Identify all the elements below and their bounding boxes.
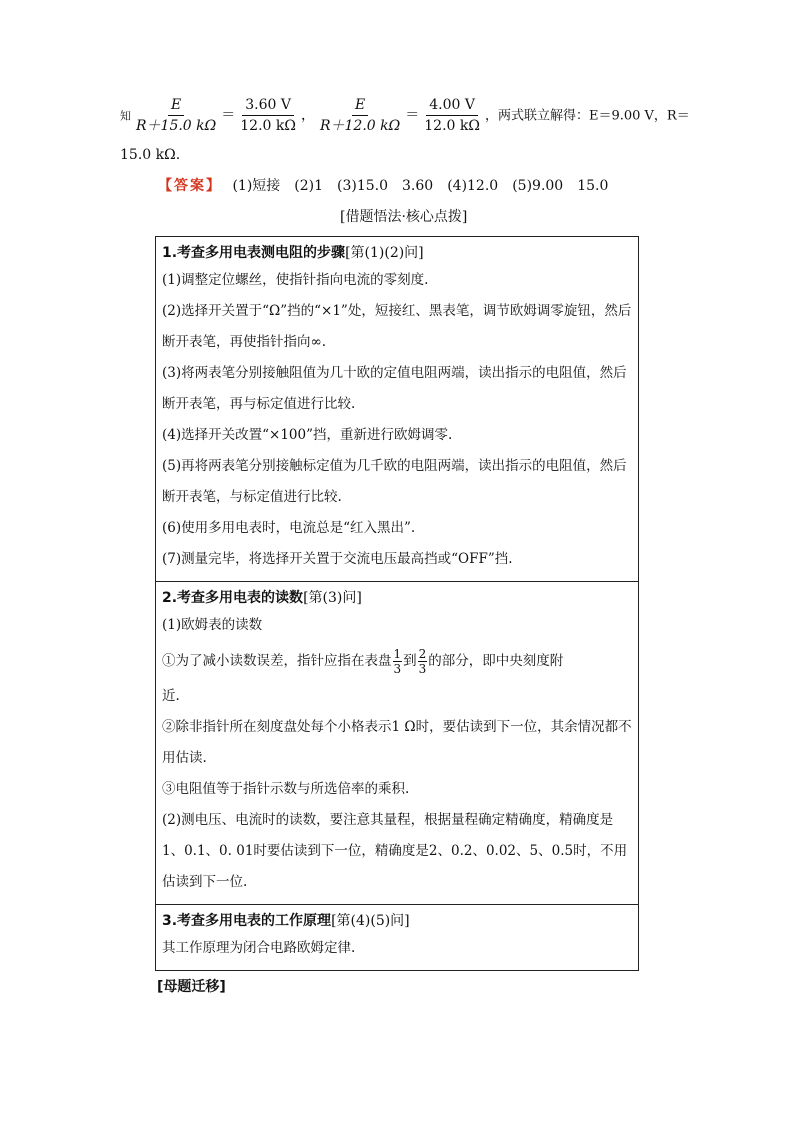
answer-text: (1)短接 (2)1 (3)15.0 3.60 (4)12.0 (5)9.00 15.0 <box>232 178 609 194</box>
box-section-3 <box>156 905 639 971</box>
step-4: (4)选择开关改置“×100”挡，重新进行欧姆调零. <box>162 427 453 443</box>
answer-label: 【答案】 <box>158 178 222 194</box>
point-3: ③电阻值等于指针示数与所选倍率的乘积. <box>162 781 410 797</box>
fraction-one-third: $\frac{1}{3}$ <box>393 647 402 676</box>
box-section-1 <box>156 237 639 582</box>
answer-line <box>158 175 608 195</box>
step-5: (5)再将两表笔分别接触标定值为几千欧的电阻两端，读出指示的电阻值，然后断开表笔，与标定值进行比较. <box>162 458 627 505</box>
ohmmeter-reading-title: (1)欧姆表的读数 <box>162 617 263 633</box>
step-3: (3)将两表笔分别接触阻值为几十欧的定值电阻两端，读出指示的电阻值，然后断开表笔，再与标定值进行比较. <box>162 365 627 412</box>
step-7: (7)测量完毕，将选择开关置于交流电压最高挡或“OFF”挡. <box>162 551 513 567</box>
step-2: (2)选择开关置于“Ω”挡的“×1”处，短接红、黑表笔，调节欧姆调零旋钮，然后断开表笔，再使指针指向∞. <box>162 303 632 350</box>
fraction-e-over-r15: $\frac{E}{R+15.0 k\Omega}$ <box>136 97 217 134</box>
section-3-heading: 3.考查多用电表的工作原理[第(4)(5)问] <box>162 913 410 929</box>
step-6: (6)使用多用电表时，电流总是“红入黑出”. <box>162 520 416 536</box>
fraction-4v00-over-12k: $\frac{4.00 V}{12.0 k\Omega}$ <box>424 97 480 134</box>
fraction-two-thirds: $\frac{2}{3}$ <box>418 647 427 676</box>
section-2-heading: 2.考查多用电表的读数[第(3)问] <box>162 590 362 606</box>
key-points-box <box>155 236 639 971</box>
voltage-current-reading: (2)测电压、电流时的读数，要注意其量程，根据量程确定精确度，精确度是1、0.1、0. 01时要估读到下一位，精确度是2、0.2、0.02、5、0.5时，不用估读到下一位. <box>162 812 628 890</box>
point-1: ①为了减小读数误差，指针应指在表盘 $\frac{1}{3}$ 到 $\frac{2}{3}$ 的部分，即中央刻度附 <box>162 647 564 676</box>
formula-line-2: 15.0 kΩ. <box>120 147 181 163</box>
formula-line: 知 $\frac{E}{R+15.0 k\Omega}$ ＝ $\frac{3.60 V}{12.0 k\Omega}$ ， $\frac{E}{R+12.0 k\Omega}$ ＝ $\frac{4.00 V}{12.0 k\Omega}$ ，两式联立解得：E＝9.00 V，R＝ <box>120 97 690 134</box>
point-1-cont: 近. <box>162 688 180 704</box>
fraction-e-over-r12: $\frac{E}{R+12.0 k\Omega}$ <box>319 97 401 134</box>
formula-prefix: 知 <box>120 109 131 123</box>
working-principle: 其工作原理为闭合电路欧姆定律. <box>162 940 356 956</box>
footer-label: [母题迁移] <box>157 979 226 995</box>
point-2: ②除非指针所在刻度盘处每个小格表示1 Ω时，要估读到下一位，其余情况都不用估读. <box>162 719 632 766</box>
fraction-3v60-over-12k: $\frac{3.60 V}{12.0 k\Omega}$ <box>240 97 296 134</box>
section-title: [借题悟法·核心点拨] <box>340 209 468 225</box>
step-1: (1)调整定位螺丝，使指针指向电流的零刻度. <box>162 272 429 288</box>
section-1-heading: 1.考查多用电表测电阻的步骤[第(1)(2)问] <box>162 245 424 261</box>
box-section-2 <box>156 582 639 905</box>
formula-tail: ，两式联立解得：E＝9.00 V，R＝ <box>484 108 690 124</box>
